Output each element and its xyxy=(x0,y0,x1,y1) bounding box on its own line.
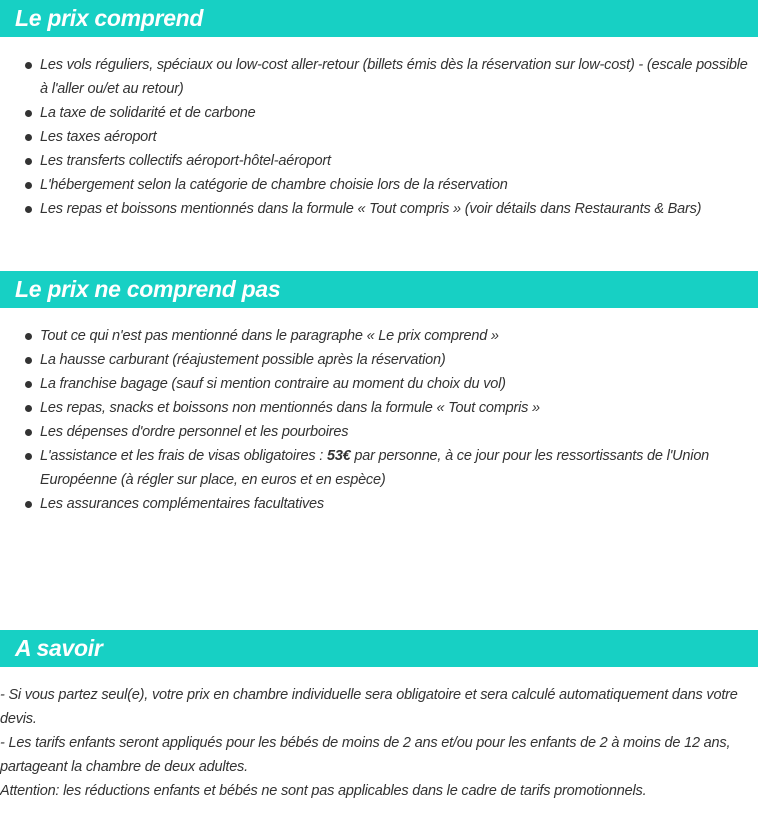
list-item xyxy=(0,348,758,372)
list-item xyxy=(0,173,758,197)
bullet-icon xyxy=(25,333,32,340)
list-item xyxy=(0,396,758,420)
visa-text-before: L'assistance et les frais de visas obligatoires : xyxy=(40,448,327,464)
list-item-text: La taxe de solidarité et de carbone xyxy=(40,105,256,121)
list-item-text: Les assurances complémentaires facultatives xyxy=(40,496,324,512)
list-item-text: La franchise bagage (sauf si mention contraire au moment du choix du vol) xyxy=(40,376,506,392)
bullet-icon xyxy=(25,381,32,388)
list-item xyxy=(0,420,758,444)
list-item xyxy=(0,53,758,101)
section-header-price-excludes: Le prix ne comprend pas xyxy=(0,271,758,308)
list-item-text: Les repas et boissons mentionnés dans la formule « Tout compris » (voir détails dans Restaurants & Bars) xyxy=(40,201,702,217)
bullet-icon xyxy=(25,501,32,508)
price-includes-list xyxy=(0,53,758,221)
visa-text-after: par personne, à ce jour pour les ressortissants de l'Union Européenne (à régler sur place, en euros et en espèce) xyxy=(40,448,710,488)
section-header-good-to-know: A savoir xyxy=(0,630,758,667)
bullet-icon xyxy=(25,206,32,213)
list-item-text: L'hébergement selon la catégorie de chambre choisie lors de la réservation xyxy=(40,177,508,193)
section-header-price-includes: Le prix comprend xyxy=(0,0,758,37)
bullet-icon xyxy=(25,158,32,165)
info-line: - Les tarifs enfants seront appliqués pour les bébés de moins de 2 ans et/ou pour les enfants de 2 à moins de 12 ans, partageant la chambre de deux adultes. xyxy=(0,735,731,775)
info-line: Attention: les réductions enfants et bébés ne sont pas applicables dans le cadre de tarifs promotionnels. xyxy=(0,783,647,799)
list-item-text: Les taxes aéroport xyxy=(40,129,157,145)
list-item xyxy=(0,101,758,125)
bullet-icon xyxy=(25,429,32,436)
list-item xyxy=(0,197,758,221)
info-line: - Si vous partez seul(e), votre prix en chambre individuelle sera obligatoire et sera calculé automatiquement dans votre devis. xyxy=(0,687,738,727)
bullet-icon xyxy=(25,182,32,189)
bullet-icon xyxy=(25,357,32,364)
list-item-text: Les dépenses d'ordre personnel et les pourboires xyxy=(40,424,349,440)
list-item xyxy=(0,372,758,396)
visa-amount: 53€ xyxy=(326,448,351,464)
bullet-icon xyxy=(25,110,32,117)
list-item-text: Les vols réguliers, spéciaux ou low-cost aller-retour (billets émis dès la réservation sur low-cost) - (escale possible à l'aller ou/et au retour) xyxy=(40,57,748,97)
list-item xyxy=(0,149,758,173)
list-item xyxy=(0,125,758,149)
list-item-text: Les repas, snacks et boissons non mentionnés dans la formule « Tout compris » xyxy=(40,400,540,416)
list-item-text: Les transferts collectifs aéroport-hôtel-aéroport xyxy=(40,153,331,169)
bullet-icon xyxy=(25,405,32,412)
list-item-text: La hausse carburant (réajustement possible après la réservation) xyxy=(40,352,446,368)
good-to-know-text xyxy=(0,683,758,803)
list-item xyxy=(0,492,758,516)
bullet-icon xyxy=(25,453,32,460)
bullet-icon xyxy=(25,134,32,141)
list-item xyxy=(0,324,758,348)
price-excludes-list xyxy=(0,324,758,516)
list-item-visa xyxy=(0,444,758,492)
list-item-text: Tout ce qui n'est pas mentionné dans le paragraphe « Le prix comprend » xyxy=(40,328,499,344)
bullet-icon xyxy=(25,62,32,69)
